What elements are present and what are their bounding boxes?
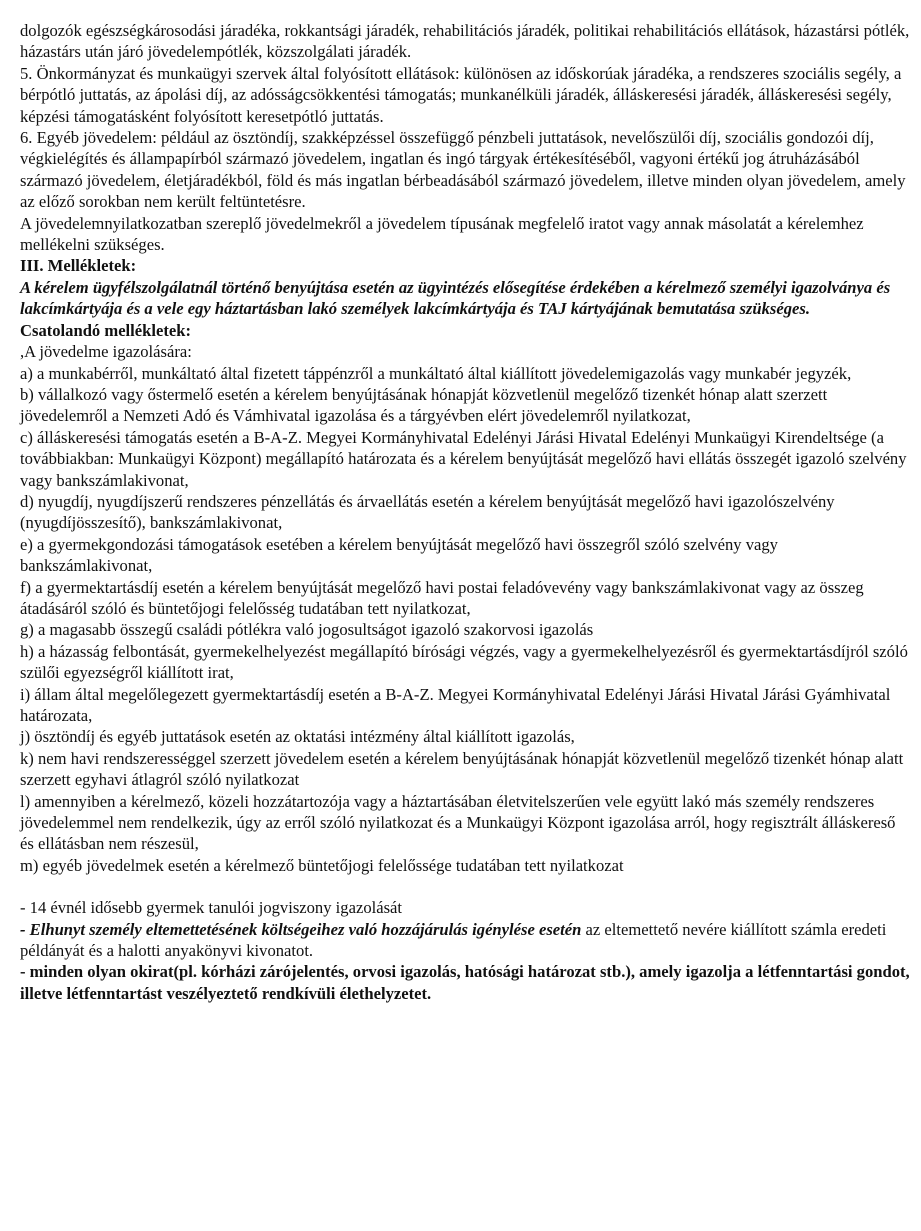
funeral-paragraph: [20, 919, 910, 962]
attachments-heading: Csatolandó mellékletek:: [20, 320, 191, 340]
list-item: i) állam által megelőlegezett gyermektartásdíj esetén a B-A-Z. Megyei Kormányhivatal Edelényi Járási Hivatal Járási Gyámhivatal határozata,: [20, 684, 891, 725]
funeral-rest: az eltemettető nevére kiállított számla eredeti példányát és a halotti anyakönyvi kivonatot.: [20, 919, 887, 961]
list-item: k) nem havi rendszerességgel szerzett jövedelem esetén a kérelem benyújtásának hónapját közvetlenül megelőző tizenkét hónap alatt szerzett egyhavi átlagról szóló nyilatkozat: [20, 748, 904, 790]
list-item: f) a gyermektartásdíj esetén a kérelem benyújtását megelőző havi postai feladóvevény vagy bankszámlakivonat vagy az összeg átadásáról szóló és büntetőjogi felelősség tudatában tett nyilatkozat,: [20, 577, 864, 618]
list-item: c) álláskeresési támogatás esetén a B-A-Z. Megyei Kormányhivatal Edelényi Járási Hivatal Edelényi Munkaügyi Kirendeltsége (a továbbiakban: Munkaügyi Központ) megállapító határozata és a kérelem benyújtását megelőző havi ellátás összegét igazoló szelvény vagy bankszámlakivonat,: [20, 427, 907, 490]
list-item: j) ösztöndíj és egyéb juttatások esetén az oktatási intézmény által kiállított igazolás,: [20, 727, 575, 747]
list-item: d) nyugdíj, nyugdíjszerű rendszeres pénzellátás és árvaellátás esetén a kérelem benyújtását megelőző havi igazolószelvény (nyugdíjösszesítő), bankszámlakivonat,: [20, 491, 835, 533]
list-item: g) a magasabb összegű családi pótlékra való jogosultságot igazoló szakorvosi igazolás: [20, 620, 594, 640]
paragraph-item-5: 5. Önkormányzat és munkaügyi szervek által folyósított ellátások: különösen az időskorúak járadéka, a rendszeres szociális segély, a bérpótló juttatás, az ápolási díj, az adósságcsökkentési támogatás; munkanélküli járadék, álláskeresési járadék, álláskeresési segély, képzési támogatásként folyósított keresetpótló juttatás.: [20, 63, 902, 126]
blank-line-spacer: [20, 876, 910, 897]
funeral-emphasis: - Elhunyt személy eltemettetésének költségeihez való hozzájárulás igénylése esetén: [20, 919, 582, 939]
document-page: [20, 20, 910, 1004]
student-status-line: - 14 évnél idősebb gyermek tanulói jogviszony igazolását: [20, 898, 403, 918]
paragraph-item-6: 6. Egyéb jövedelem: például az ösztöndíj, szakképzéssel összefüggő pénzbeli juttatások, nevelőszülői díj, szociális gondozói díj, végkielégítés és állampapírból származó jövedelem, ingatlan és ingó tárgyak értékesítéséből, vagyoni értékű jog átruházásából származó jövedelem, életjáradékból, föld és más ingatlan bérbeadásából származó jövedelem, illetve minden olyan jövedelem, amely az előző sorokban nem került feltüntetésre.: [20, 128, 906, 212]
income-proof-intro: ,A jövedelme igazolására:: [20, 342, 192, 362]
list-item: l) amennyiben a kérelmező, közeli hozzátartozója vagy a háztartásában életvitelszerűen vele együtt lakó más személy rendszeres jövedelemmel nem rendelkezik, úgy az erről szóló nyilatkozat és a Munkaügyi Központ igazolása arról, hogy regisztrált álláskereső és ellátásban nem részesül,: [20, 791, 896, 854]
intro-continuation: dolgozók egészségkárosodási járadéka, rokkantsági járadék, rehabilitációs járadék, politikai rehabilitációs ellátások, házastársi pótlék, házastárs után járó jövedelempótlék, közszolgálati járadék.: [20, 21, 910, 62]
section-heading: III. Mellékletek:: [20, 256, 137, 276]
final-requirement-line: - minden olyan okirat(pl. kórházi zárójelentés, orvosi igazolás, hatósági határozat stb.), amely igazolja a létfenntartási gondot, illetve létfenntartást veszélyeztető rendkívüli élethelyzetet.: [20, 962, 910, 1003]
list-item: e) a gyermekgondozási támogatások esetében a kérelem benyújtását megelőző havi összegről szóló szelvény vagy bankszámlakivonat,: [20, 534, 778, 576]
list-item: b) vállalkozó vagy őstermelő esetén a kérelem benyújtásának hónapját közvetlenül megelőző tizenkét hónap alatt szerzett jövedelemről a Nemzeti Adó és Vámhivatal igazolása és a tárgyévben elért jövedelemről nyilatkozat,: [20, 384, 828, 426]
attachment-note: A jövedelemnyilatkozatban szereplő jövedelmekről a jövedelem típusának megfelelő iratot vagy annak másolatát a kérelemhez mellékelni szükséges.: [20, 213, 864, 255]
notice-paragraph: A kérelem ügyfélszolgálatnál történő benyújtása esetén az ügyintézés elősegítése érdekében a kérelmező személyi igazolványa és lakcímkártyája és a vele egy háztartásban lakó személyek lakcímkártyája és TAJ kártyájának bemutatása szükséges.: [20, 277, 891, 319]
list-item: a) a munkabérről, munkáltató által fizetett táppénzről a munkáltató által kiállított jövedelemigazolás vagy munkabér jegyzék,: [20, 363, 852, 383]
list-item: h) a házasság felbontását, gyermekelhelyezést megállapító bírósági végzés, vagy a gyermekelhelyezésről és gyermektartásdíjról szóló szülői egyezségről kiállított irat,: [20, 641, 908, 683]
list-item: m) egyéb jövedelmek esetén a kérelmező büntetőjogi felelőssége tudatában tett nyilatkozat: [20, 855, 624, 875]
